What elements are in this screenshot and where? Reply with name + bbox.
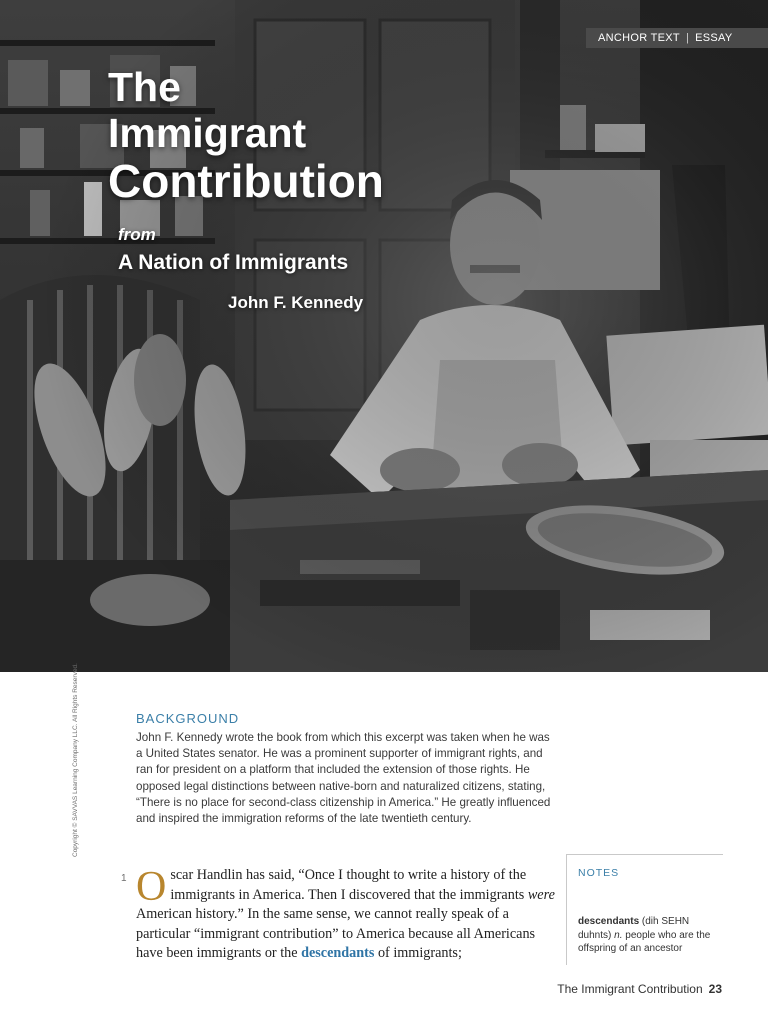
paragraph-text-1: scar Handlin has said, “Once I thought to write a history of the immigrants in America. Then I discovered that the immigrants [170,867,528,903]
vocabulary-word-descendants[interactable]: descendants [301,945,375,962]
drop-cap: O [136,864,167,910]
gloss-part-of-speech: n. [614,929,623,941]
copyright-text: Copyright © SAVVAS Learning Company LLC. All Rights Reserved. [72,663,79,857]
gloss-pronunciation: (dih SEHN duhnts) [578,916,690,941]
title-line-3: Contribution [108,155,384,207]
page-footer [557,982,722,996]
badge-essay: ESSAY [695,32,733,44]
page-number: 23 [708,982,722,996]
background-text: John F. Kennedy wrote the book from which this excerpt was taken when he was a United States senator. He was a prominent supporter of immigrant rights, and ran for president on a platform that included the extension of those rights. He opposed legal distinctions between native-born and naturalized citizens, stating, “There is no place for second-class citizenship in America.” He greatly influenced and inspired the immigration reforms of the late twentieth century. [136,731,551,826]
footer-title: The Immigrant Contribution [557,982,703,996]
paragraph-text-2: American history.” In the same sense, we cannot really speak of a particular “immigrant contribution” to America because all Americans have been immigrants or the [136,906,536,962]
badge-separator: | [685,32,690,44]
essay-paragraph [136,866,556,964]
gloss-definition: people who are the offspring of an ancestor [578,929,711,954]
paragraph-text-3: of immigrants; [374,945,462,962]
title-line-2: Immigrant [108,110,307,156]
author-name: John F. Kennedy [228,293,364,312]
vocabulary-gloss [578,915,723,956]
notes-title: NOTES [578,867,620,879]
copyright-notice [60,663,79,857]
paragraph-number: 1 [121,873,127,884]
essay-title [108,64,384,206]
background-heading: BACKGROUND [136,711,240,726]
paragraph-italic: were [527,886,555,903]
badge-anchor-text: ANCHOR TEXT [598,32,680,44]
from-label: from [118,225,156,244]
gloss-term: descendants [578,916,640,927]
title-line-1: The [108,64,181,110]
source-title: A Nation of Immigrants [118,251,349,274]
anchor-text-badge [586,28,768,48]
notes-panel [566,854,723,965]
